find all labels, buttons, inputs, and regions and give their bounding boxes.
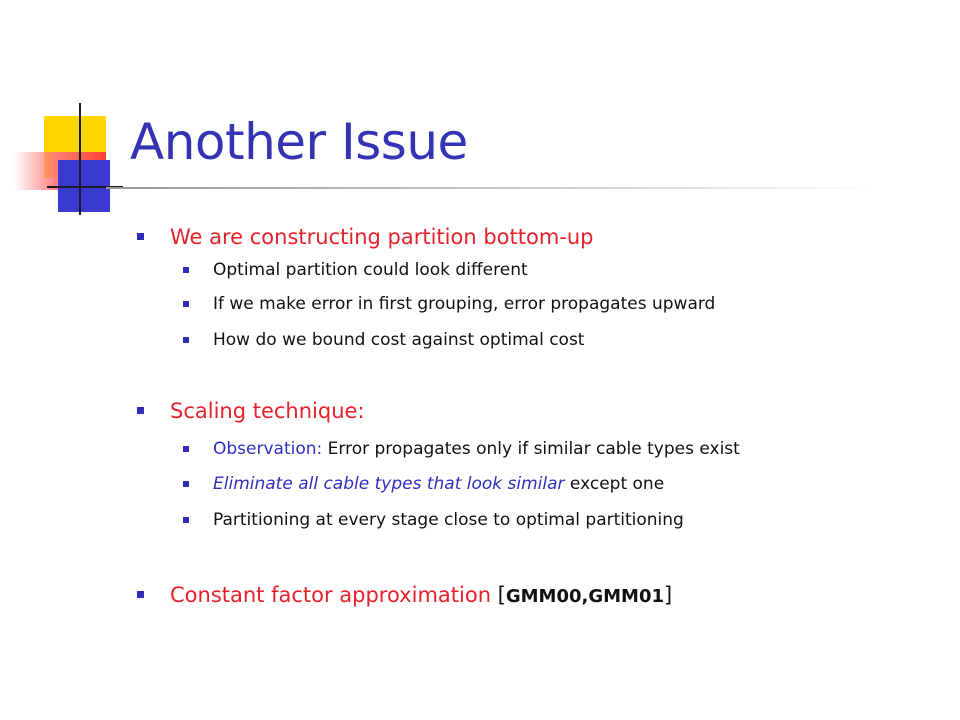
square-bullet-icon	[183, 517, 189, 523]
square-bullet-icon	[137, 233, 144, 240]
sub-bullet	[183, 292, 715, 316]
sub-bullet	[183, 437, 740, 461]
sub-bullet-text: Partitioning at every stage close to optimal partitioning	[213, 510, 684, 530]
square-bullet-icon	[137, 591, 144, 598]
sub-bullet-text: How do we bound cost against optimal cost	[213, 330, 585, 350]
sub-bullet-text: Error propagates only if similar cable types exist	[322, 439, 740, 459]
sub-bullet	[183, 258, 528, 282]
bullet-text: Constant factor approximation	[170, 583, 491, 607]
sub-bullet	[183, 508, 684, 532]
emphasized-text: Eliminate all cable types that look similar	[213, 474, 565, 494]
sub-bullet-text: If we make error in first grouping, error propagates upward	[213, 294, 716, 314]
citation: GMM00,GMM01	[505, 586, 665, 607]
sub-bullet-text: except one	[564, 474, 665, 494]
square-bullet-icon	[137, 407, 144, 414]
sub-bullet	[183, 472, 664, 496]
square-bullet-icon	[183, 446, 189, 452]
square-bullet-icon	[183, 267, 189, 273]
sub-bullet-text: Optimal partition could look different	[213, 260, 528, 280]
bracket-open: [	[491, 583, 506, 607]
title-underline	[106, 187, 876, 189]
slide-title: Another Issue	[130, 113, 468, 171]
sub-bullet	[183, 328, 584, 352]
bullet-heading-partition	[137, 223, 594, 251]
bullet-heading-approximation	[137, 581, 672, 611]
square-bullet-icon	[183, 301, 189, 307]
bullet-text: We are constructing partition bottom-up	[170, 225, 594, 249]
bracket-close: ]	[664, 583, 673, 607]
square-bullet-icon	[183, 481, 189, 487]
bullet-heading-scaling	[137, 397, 365, 425]
square-bullet-icon	[183, 337, 189, 343]
bullet-text: Scaling technique:	[170, 399, 365, 423]
decorative-vertical-line	[79, 103, 81, 215]
observation-label: Observation:	[213, 439, 323, 459]
